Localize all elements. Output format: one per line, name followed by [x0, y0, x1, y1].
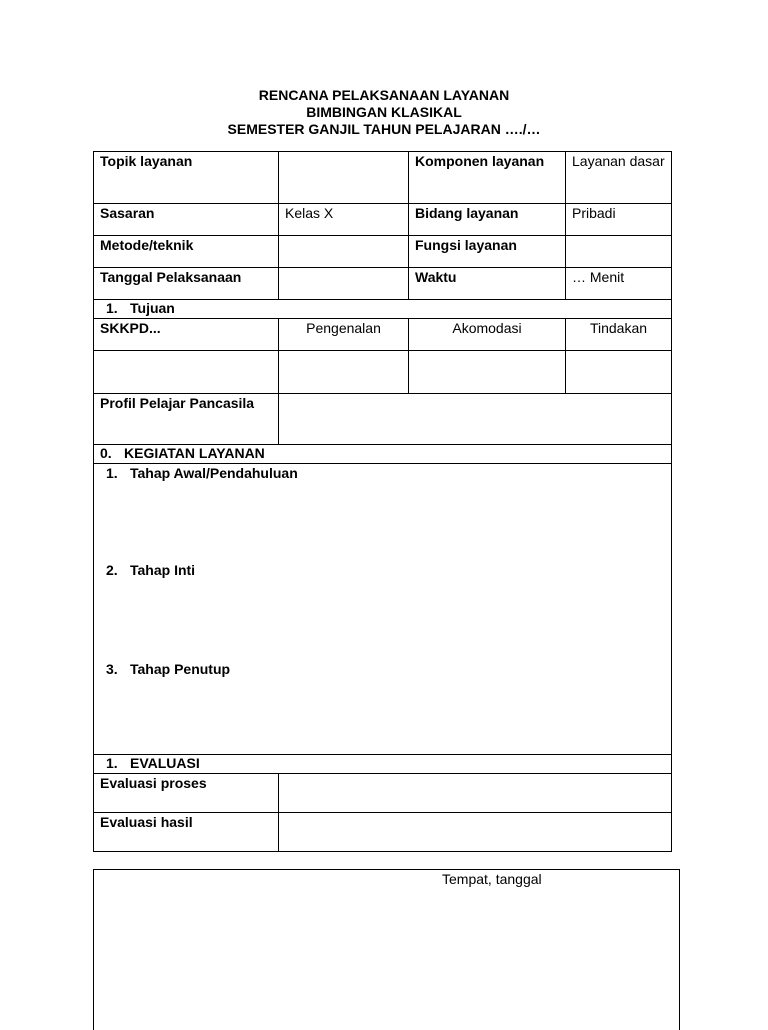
- table-row: [94, 300, 672, 319]
- skkpd-value: [94, 351, 279, 394]
- evaluasi-number: 1.: [106, 755, 118, 771]
- fungsi-value: [566, 236, 672, 268]
- title-line-2: BIMBINGAN KLASIKAL: [306, 104, 462, 120]
- komponen-value: Layanan dasar: [566, 152, 672, 204]
- stage-label: Tahap Awal/Pendahuluan: [130, 465, 298, 481]
- metode-label: Metode/teknik: [94, 236, 279, 268]
- waktu-label: Waktu: [409, 268, 566, 300]
- table-row: [94, 755, 672, 774]
- stage-number: 2.: [106, 562, 118, 578]
- tanggal-label: Tanggal Pelaksanaan: [94, 268, 279, 300]
- kegiatan-number: 0.: [100, 445, 112, 461]
- stage-label: Tahap Penutup: [130, 661, 231, 677]
- table-row: [94, 204, 672, 236]
- pengenalan-value: [279, 351, 409, 394]
- table-row: [94, 394, 672, 445]
- table-row: [94, 319, 672, 351]
- document-title: [0, 87, 768, 138]
- tindakan-header: Tindakan: [566, 319, 672, 351]
- evaluasi-proses-value: [279, 774, 672, 813]
- tujuan-number: 1.: [106, 300, 118, 316]
- bidang-label: Bidang layanan: [409, 204, 566, 236]
- topik-label: Topik layanan: [94, 152, 279, 204]
- table-row: [94, 774, 672, 813]
- fungsi-label: Fungsi layanan: [409, 236, 566, 268]
- table-row: [94, 152, 672, 204]
- rpl-form-table: [93, 151, 672, 852]
- stage-number: 3.: [106, 661, 118, 677]
- table-row: [94, 268, 672, 300]
- tanggal-value: [279, 268, 409, 300]
- table-row: [94, 236, 672, 268]
- topik-value: [279, 152, 409, 204]
- kegiatan-heading: [94, 445, 672, 464]
- stage-number: 1.: [106, 465, 118, 481]
- table-row: [94, 445, 672, 464]
- metode-value: [279, 236, 409, 268]
- komponen-label: Komponen layanan: [409, 152, 566, 204]
- tindakan-value: [566, 351, 672, 394]
- title-line-1: RENCANA PELAKSANAAN LAYANAN: [258, 87, 510, 103]
- evaluasi-heading: [94, 755, 672, 774]
- stage-label: Tahap Inti: [130, 562, 196, 578]
- place-date-label: Tempat, tanggal: [442, 871, 542, 887]
- tujuan-label: Tujuan: [130, 300, 175, 316]
- title-line-3: SEMESTER GANJIL TAHUN PELAJARAN …./…: [227, 121, 541, 137]
- tujuan-heading: [94, 300, 672, 319]
- skkpd-label: SKKPD...: [94, 319, 279, 351]
- profil-label: Profil Pelajar Pancasila: [94, 394, 279, 445]
- signature-box: [93, 869, 680, 1030]
- sasaran-label: Sasaran: [94, 204, 279, 236]
- stage-awal: [100, 464, 298, 483]
- akomodasi-header: Akomodasi: [409, 319, 566, 351]
- akomodasi-value: [409, 351, 566, 394]
- table-row: [94, 813, 672, 852]
- table-row: [94, 464, 672, 755]
- stage-penutup: [100, 660, 230, 679]
- pengenalan-header: Pengenalan: [279, 319, 409, 351]
- evaluasi-hasil-label: Evaluasi hasil: [94, 813, 279, 852]
- evaluasi-hasil-value: [279, 813, 672, 852]
- profil-value: [279, 394, 672, 445]
- waktu-value: … Menit: [566, 268, 672, 300]
- table-row: [94, 351, 672, 394]
- stage-inti: [100, 561, 195, 580]
- evaluasi-proses-label: Evaluasi proses: [94, 774, 279, 813]
- kegiatan-label: KEGIATAN LAYANAN: [124, 445, 265, 461]
- evaluasi-label: EVALUASI: [130, 755, 200, 771]
- kegiatan-content: [94, 464, 672, 755]
- bidang-value: Pribadi: [566, 204, 672, 236]
- sasaran-value: Kelas X: [279, 204, 409, 236]
